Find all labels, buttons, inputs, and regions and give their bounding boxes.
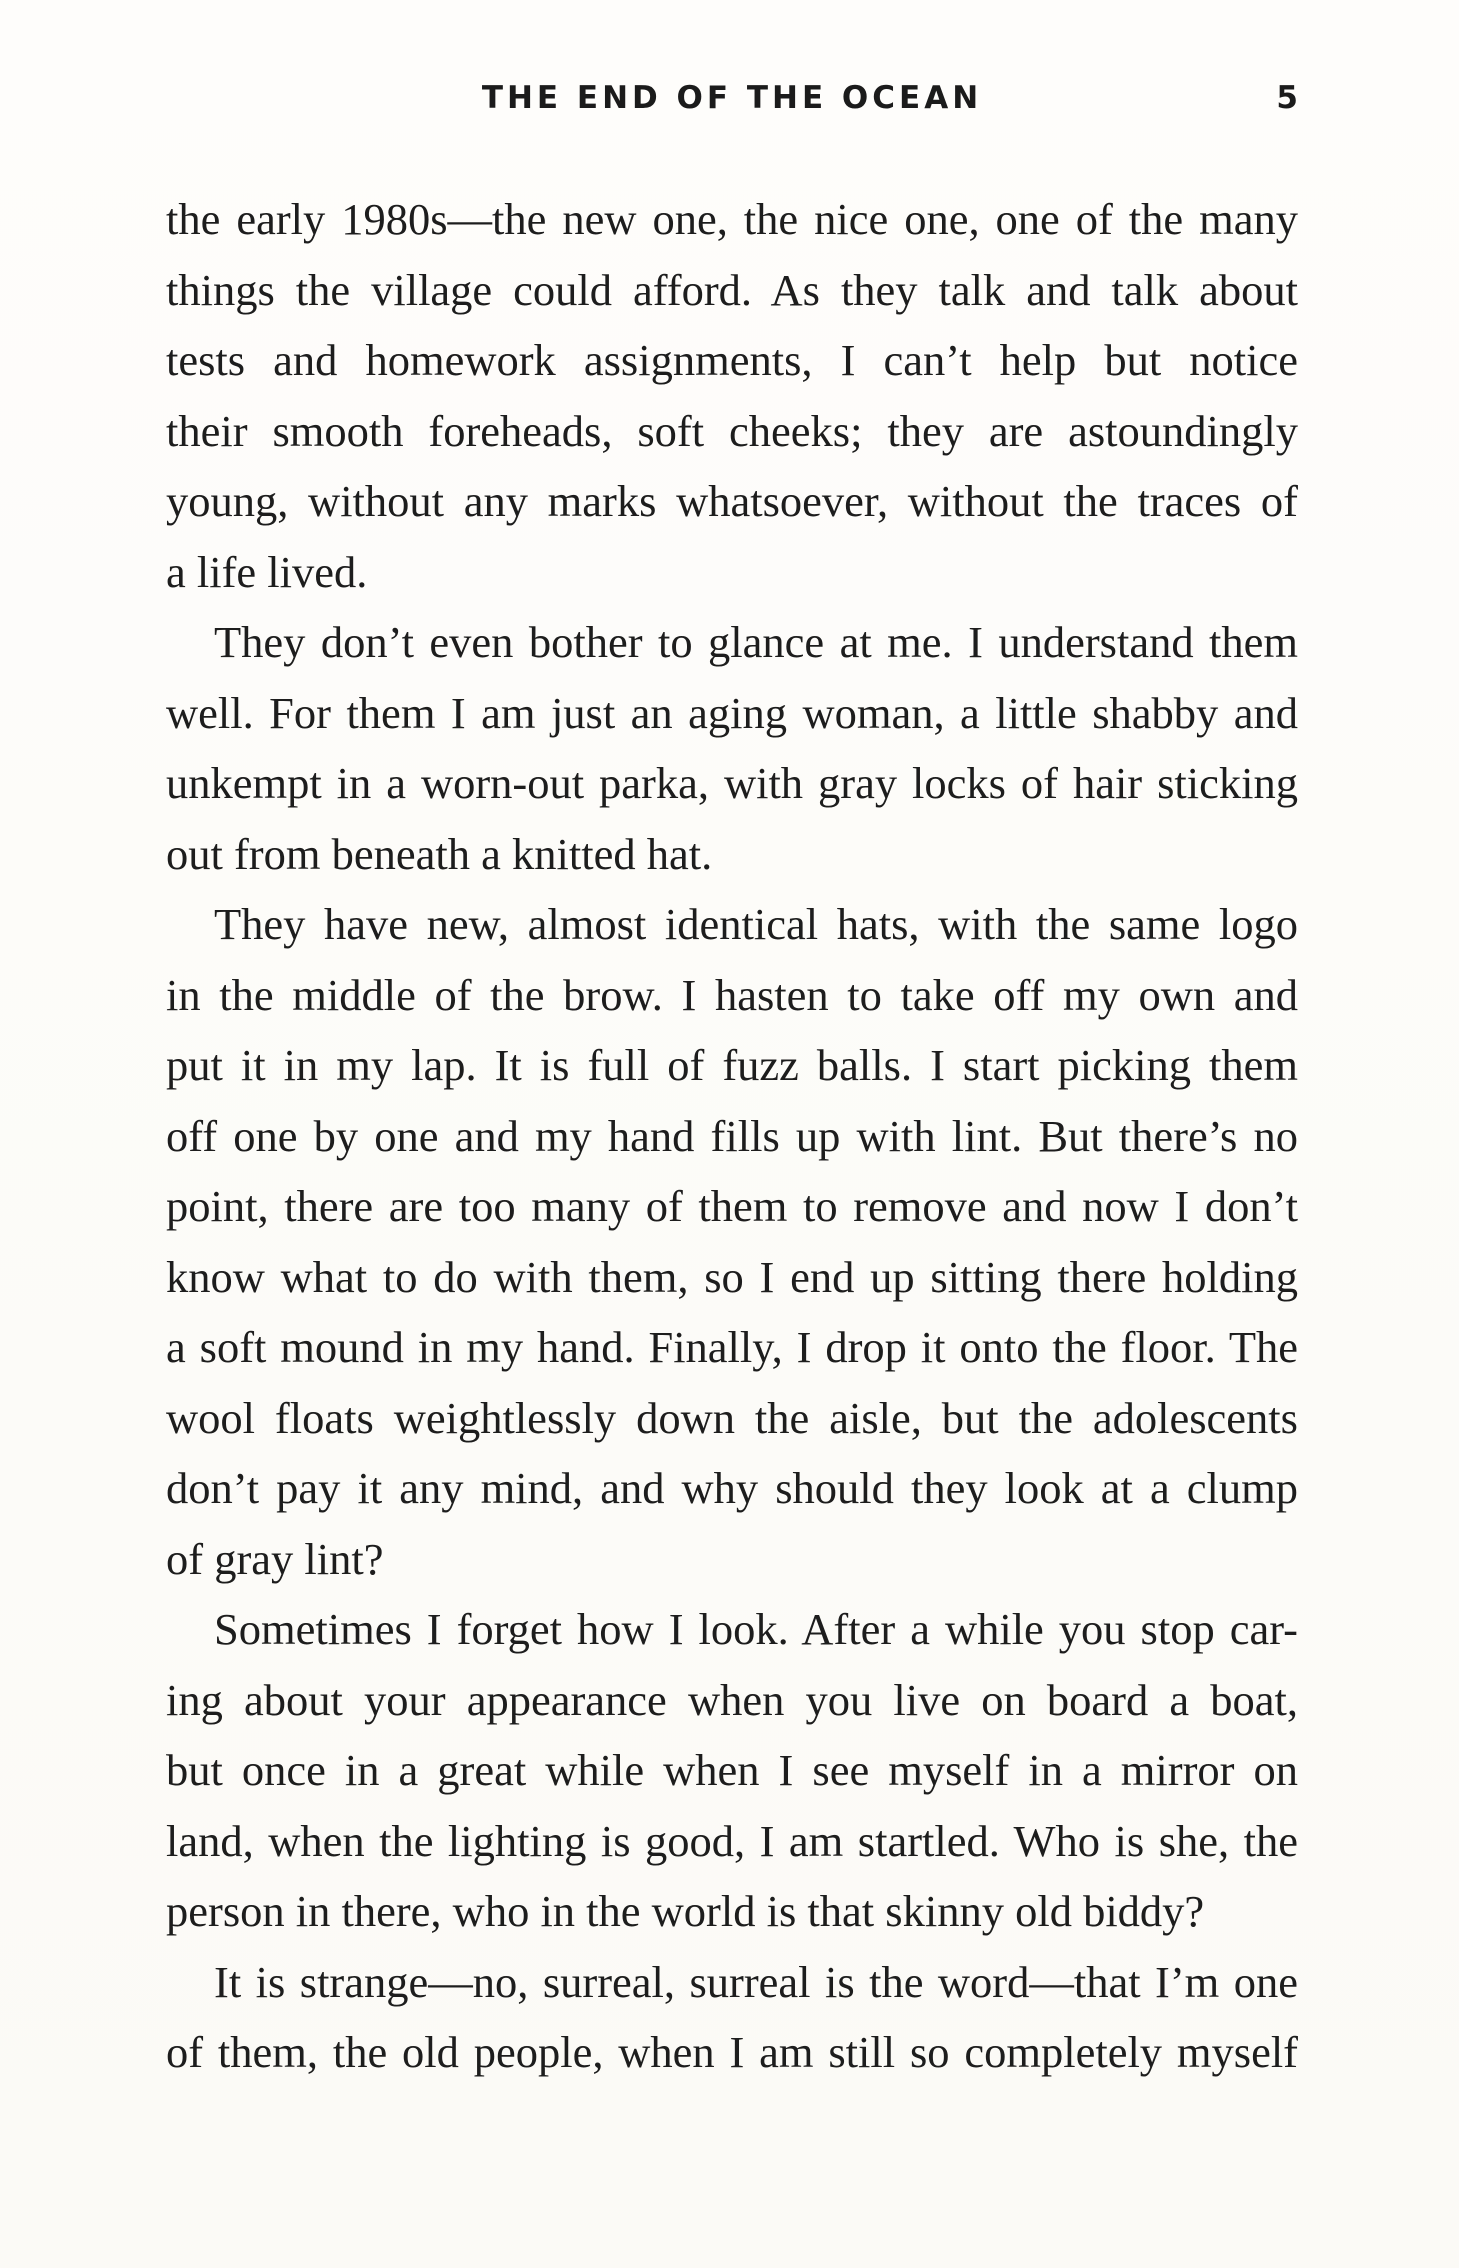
- text-line: It is strange—no, surreal, surreal is the word—that I’m one: [214, 1956, 1298, 2007]
- paragraph: [166, 184, 1298, 607]
- text-line: young, without any marks whatsoever, without the traces of: [166, 476, 1298, 526]
- text-line: don’t pay it any mind, and why should they look at a clump: [166, 1463, 1298, 1513]
- paragraph: [166, 889, 1298, 1594]
- text-line: but once in a great while when I see myself in a mirror on: [166, 1745, 1298, 1795]
- text-line: They don’t even bother to glance at me. I understand them: [214, 617, 1298, 667]
- paragraph: [166, 1947, 1298, 2088]
- text-line: unkempt in a worn-out parka, with gray locks of hair sticking: [166, 758, 1298, 808]
- paragraph: [166, 1594, 1298, 1947]
- running-header: [166, 80, 1298, 130]
- text-line: in the middle of the brow. I hasten to take off my own and: [166, 969, 1298, 1020]
- text-line: their smooth foreheads, soft cheeks; they are astoundingly: [166, 405, 1298, 456]
- text-line: know what to do with them, so I end up sitting there holding: [166, 1251, 1298, 1302]
- text-line: tests and homework assignments, I can’t help but notice: [166, 335, 1298, 385]
- text-line: put it in my lap. It is full of fuzz balls. I start picking them: [166, 1040, 1298, 1090]
- page-number: 5: [1276, 80, 1298, 116]
- text-line: a life lived.: [166, 546, 368, 597]
- text-line: ing about your appearance when you live on board a boat,: [166, 1674, 1298, 1725]
- text-line: They have new, almost identical hats, with the same logo: [214, 899, 1298, 949]
- text-line: point, there are too many of them to remove and now I don’t: [166, 1181, 1298, 1231]
- text-line: well. For them I am just an aging woman, a little shabby and: [166, 687, 1298, 738]
- text-line: of gray lint?: [166, 1533, 384, 1584]
- body-text: [166, 184, 1298, 2088]
- text-line: off one by one and my hand fills up with lint. But there’s no: [166, 1110, 1298, 1161]
- text-line: out from beneath a knitted hat.: [166, 828, 713, 879]
- text-line: person in there, who in the world is that skinny old biddy?: [166, 1886, 1205, 1936]
- running-title: THE END OF THE OCEAN: [481, 80, 983, 116]
- text-line: things the village could afford. As they talk and talk about: [166, 264, 1298, 315]
- paragraph: [166, 607, 1298, 889]
- text-line: a soft mound in my hand. Finally, I drop it onto the floor. The: [166, 1322, 1298, 1372]
- text-line: land, when the lighting is good, I am startled. Who is she, the: [166, 1815, 1298, 1866]
- text-line: the early 1980s—the new one, the nice one, one of the many: [166, 194, 1298, 244]
- text-line: wool floats weightlessly down the aisle, but the adolescents: [166, 1392, 1298, 1443]
- text-line: of them, the old people, when I am still so completely myself: [166, 2027, 1298, 2077]
- text-line: Sometimes I forget how I look. After a while you stop car-: [214, 1604, 1298, 1654]
